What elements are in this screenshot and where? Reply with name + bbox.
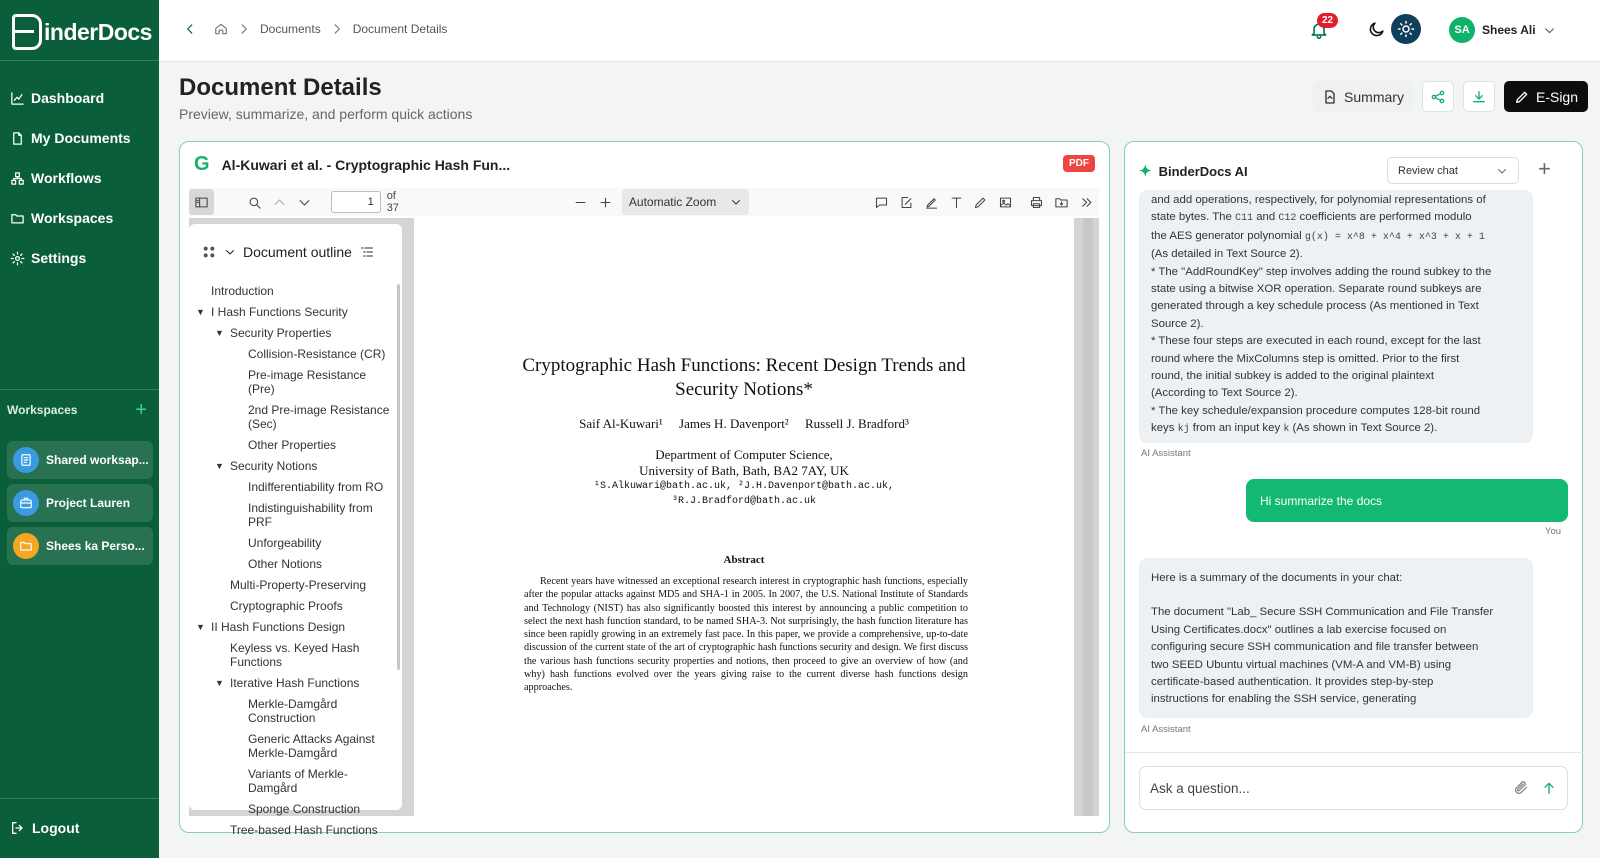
sidebar <box>0 0 159 858</box>
print-button[interactable] <box>1024 189 1049 215</box>
nav-workspaces-label: Workspaces <box>31 210 114 226</box>
outline-item[interactable] <box>248 697 402 725</box>
plus-icon <box>598 195 613 210</box>
print-icon <box>1029 195 1044 210</box>
inline-code: kj <box>1177 424 1190 436</box>
message-line: round, the initial subkey is added to the original plaintext <box>1151 370 1435 383</box>
nav-workflows-label: Workflows <box>31 170 102 186</box>
logout-label: Logout <box>32 820 80 836</box>
message-line: Here is a summary of the documents in your chat: <box>1151 572 1403 584</box>
ai-chat-panel <box>1124 141 1583 833</box>
message-line: generated through a key schedule process (As mentioned in Text <box>1151 300 1479 313</box>
outline-scrollbar[interactable] <box>397 284 400 670</box>
paper-title <box>414 354 1074 402</box>
moon-icon <box>1367 20 1386 39</box>
outline-item-label: Indifferentiability from RO <box>248 480 384 494</box>
zoom-select[interactable] <box>622 189 749 215</box>
message-text: state bytes. The <box>1151 211 1236 224</box>
outline-item[interactable] <box>230 599 402 613</box>
outline-item[interactable] <box>215 326 402 340</box>
outline-item-label: Sponge Construction <box>248 802 361 816</box>
message-line: and add operations, respectively, for polynomial representations of <box>1151 194 1486 206</box>
outline-item-label: Security Notions <box>230 459 318 473</box>
sun-icon <box>1397 20 1415 38</box>
download-icon <box>1471 89 1487 105</box>
chevron-down-icon <box>1543 24 1556 37</box>
outline-item[interactable] <box>248 732 402 760</box>
message-line: two SEED Ubuntu virtual machines (VM-A and VM-B) using <box>1151 658 1452 671</box>
page-subtitle: Preview, summarize, and perform quick actions <box>179 106 473 122</box>
nav-settings[interactable] <box>0 238 159 278</box>
document-outline <box>189 224 402 837</box>
page-number-input[interactable]: 1 <box>331 191 381 213</box>
message-line: configuring secure SSH communication and file transfer between <box>1151 641 1479 654</box>
outline-list <box>189 284 402 844</box>
nav-workspaces[interactable] <box>0 198 159 238</box>
pen-icon <box>1514 89 1530 105</box>
breadcrumb-documents[interactable]: Documents <box>260 22 321 36</box>
summary-icon <box>1322 89 1338 105</box>
pdf-header <box>194 153 510 176</box>
user-name: Shees Ali <box>1482 23 1536 37</box>
user-message <box>1246 479 1568 522</box>
outline-item-label: Iterative Hash Functions <box>230 676 360 690</box>
pdf-body <box>189 218 1099 837</box>
outline-header <box>201 244 375 260</box>
workflow-icon <box>10 171 25 186</box>
outline-toggle[interactable]: ▼ <box>215 461 224 471</box>
outline-item-label: Tree-based Hash Functions <box>230 823 378 837</box>
outline-item-label: Cryptographic Proofs <box>230 599 343 613</box>
outline-item-label: Merkle-Damgård Construction <box>248 697 338 725</box>
affiliation-line: Department of Computer Science, <box>655 447 833 462</box>
message-text: and <box>1253 211 1279 224</box>
outline-item[interactable] <box>215 459 402 473</box>
share-icon <box>1430 89 1446 105</box>
esign-label: E-Sign <box>1535 88 1579 105</box>
logo-mark <box>12 14 42 50</box>
nav-my-documents-label: My Documents <box>31 130 131 146</box>
nav-settings-label: Settings <box>31 250 87 266</box>
message-spacer <box>1151 587 1521 604</box>
user-message-text: Hi summarize the docs <box>1260 493 1383 508</box>
outline-item-label: I Hash Functions Security <box>211 305 348 319</box>
chat-input-placeholder: Ask a question... <box>1150 780 1250 796</box>
workspace-badge <box>13 490 39 516</box>
text-icon <box>949 195 964 210</box>
sidebar-divider <box>0 798 159 799</box>
document-title: Al-Kuwari et al. - Cryptographic Hash Fun... <box>221 156 511 173</box>
new-chat-button[interactable]: + <box>1538 156 1551 181</box>
sidebar-toggle-button[interactable] <box>189 189 214 215</box>
dark-mode-button[interactable] <box>1367 20 1386 39</box>
inline-code: g(x) = x^8 + x^4 + x^3 + x + 1 <box>1304 231 1485 243</box>
notification-count: 22 <box>1317 13 1338 28</box>
double-chevron-right-icon <box>1079 195 1094 210</box>
share-button[interactable] <box>1422 81 1454 112</box>
find-button[interactable] <box>242 189 267 215</box>
outline-item[interactable] <box>211 284 402 298</box>
chat-title: BinderDocs AI <box>1158 163 1248 179</box>
download-button[interactable] <box>1463 81 1495 112</box>
search-icon <box>247 195 262 210</box>
file-type-badge: PDF <box>1063 155 1095 172</box>
highlighter-icon <box>924 195 939 210</box>
outline-item-label: Multi-Property-Preserving <box>230 578 367 592</box>
chat-mode-select[interactable] <box>1387 157 1519 184</box>
pdf-page <box>414 218 1074 816</box>
gear-icon <box>10 251 25 266</box>
pdf-scrollbar[interactable] <box>1083 218 1093 816</box>
workspace-item[interactable] <box>7 527 153 565</box>
author-emails: ¹S.Alkuwari@bath.ac.uk, ²J.H.Davenport@bath.ac.uk, <box>593 481 895 492</box>
paper-affiliation <box>414 447 1074 509</box>
sign-button[interactable] <box>894 189 919 215</box>
user-menu[interactable] <box>1449 17 1556 43</box>
workspace-label: Project Lauren <box>46 496 131 510</box>
image-button[interactable] <box>993 189 1018 215</box>
home-icon[interactable] <box>214 22 228 36</box>
nav-dashboard[interactable] <box>0 78 159 118</box>
paper-author: Saif Al-Kuwari¹ <box>579 416 663 431</box>
signature-icon <box>899 195 914 210</box>
list-icon[interactable] <box>359 244 375 260</box>
notifications-button[interactable] <box>1309 15 1334 40</box>
message-text: (As shown in Text Source 2). <box>1289 422 1438 435</box>
chevron-right-icon <box>237 22 251 36</box>
logo-text: inderDocs <box>44 18 152 45</box>
outline-item[interactable] <box>248 368 402 396</box>
outline-item[interactable] <box>215 676 402 690</box>
message-line: * The key schedule/expansion procedure computes 128-bit round <box>1151 404 1481 417</box>
pdf-toolbar <box>189 188 1099 216</box>
outline-item-label: Security Properties <box>230 326 332 340</box>
document-icon <box>19 453 33 467</box>
folder-icon <box>19 539 33 553</box>
paperclip-icon[interactable] <box>1513 780 1529 796</box>
pencil-icon <box>973 195 988 210</box>
outline-title: Document outline <box>243 244 352 260</box>
zoom-out-button[interactable] <box>568 189 593 215</box>
summary-button[interactable] <box>1313 81 1413 112</box>
image-icon <box>998 195 1013 210</box>
document-actions <box>1313 81 1588 112</box>
workspace-label: Shared worksap... <box>46 453 149 467</box>
paper-author: James H. Davenport² <box>679 416 789 431</box>
inline-code: k <box>1283 424 1290 436</box>
outline-item[interactable] <box>196 620 402 634</box>
workspace-item[interactable] <box>7 441 153 479</box>
outline-item[interactable] <box>248 347 402 361</box>
affiliation-line: University of Bath, Bath, BA2 7AY, UK <box>639 463 849 478</box>
outline-item[interactable] <box>248 802 402 816</box>
message-line: certificate-based authentication. It provides step-by-step <box>1151 676 1434 689</box>
workspace-badge <box>13 447 39 473</box>
chat-mode-value: Review chat <box>1398 164 1458 177</box>
next-page-button[interactable] <box>292 189 317 215</box>
outline-toggle[interactable]: ▼ <box>215 678 224 688</box>
sidebar-nav <box>0 78 159 278</box>
message-text: the AES generator polynomial <box>1151 229 1305 242</box>
page-title: Document Details <box>179 74 382 101</box>
message-line: * These four steps are executed in each round, except for the last <box>1151 335 1481 348</box>
outline-item[interactable] <box>196 305 402 319</box>
chat-input-area <box>1125 752 1584 834</box>
assistant-label: AI Assistant <box>1141 448 1191 459</box>
assistant-message <box>1139 190 1533 443</box>
workspace-badge <box>13 533 39 559</box>
outline-toggle[interactable]: ▼ <box>196 307 205 317</box>
outline-item-label: Indistinguishability from PRF <box>248 501 373 529</box>
workspaces-header <box>7 399 147 421</box>
folder-icon <box>10 211 25 226</box>
page-count: of 37 <box>386 190 399 214</box>
assistant-message <box>1139 558 1533 718</box>
sidebar-divider <box>0 60 159 61</box>
zoom-in-button[interactable] <box>593 189 618 215</box>
send-arrow-icon[interactable] <box>1541 780 1557 796</box>
workspaces-title: Workspaces <box>7 403 78 417</box>
file-icon <box>10 131 25 146</box>
outline-item-label: Other Notions <box>248 557 323 571</box>
message-text: from an input key <box>1189 422 1284 435</box>
message-line: The document "Lab_ Secure SSH Communication and File Transfer <box>1151 606 1494 619</box>
summary-label: Summary <box>1344 88 1404 105</box>
assistant-label: AI Assistant <box>1141 724 1191 735</box>
outline-toggle[interactable]: ▼ <box>196 622 205 632</box>
outline-item-label: Pre-image Resistance (Pre) <box>248 368 367 396</box>
outline-item[interactable] <box>248 403 402 431</box>
sidebar-toggle-icon <box>194 195 209 210</box>
logout-icon <box>10 820 26 836</box>
outline-item[interactable] <box>230 823 402 837</box>
user-label: You <box>1545 526 1562 537</box>
outline-item[interactable] <box>230 641 402 669</box>
outline-item-label: Keyless vs. Keyed Hash Functions <box>230 641 360 669</box>
avatar: SA <box>1449 17 1475 43</box>
author-emails: ³R.J.Bradford@bath.ac.uk <box>671 496 817 507</box>
outline-item-label: Generic Attacks Against Merkle-Damgård <box>248 732 375 760</box>
outline-item-label: 2nd Pre-image Resistance (Sec) <box>248 403 390 431</box>
save-button[interactable] <box>1049 189 1074 215</box>
logout-button[interactable] <box>10 820 79 836</box>
outline-item-label: II Hash Functions Design <box>211 620 346 634</box>
google-drive-icon: G <box>194 153 210 175</box>
more-tools-button[interactable] <box>1074 189 1099 215</box>
outline-item-label: Collision-Resistance (CR) <box>248 347 386 361</box>
chat-input[interactable] <box>1139 766 1568 810</box>
message-text: keys <box>1151 422 1178 435</box>
zoom-value: Automatic Zoom <box>628 195 717 209</box>
message-line: state using a bitwise XOR operation. Separate round subkeys are <box>1151 283 1482 296</box>
previous-page-button[interactable] <box>267 189 292 215</box>
message-line: round where the MixColumns step is omitted. Prior to the first <box>1151 352 1460 365</box>
chevron-right-icon <box>330 22 344 36</box>
chevron-down-icon <box>297 195 312 210</box>
app-logo[interactable] <box>12 14 152 50</box>
briefcase-icon <box>19 496 33 510</box>
abstract-heading: Abstract <box>723 554 765 566</box>
paper-title-line: Cryptographic Hash Functions: Recent Design Trends and <box>522 355 966 376</box>
outline-item[interactable] <box>248 557 402 571</box>
paper-authors <box>414 416 1074 432</box>
message-line: * The "AddRoundKey" step involves adding the round subkey to the <box>1151 265 1492 278</box>
text-button[interactable] <box>944 189 969 215</box>
outline-item-label: Other Properties <box>248 438 337 452</box>
nav-my-documents[interactable] <box>0 118 159 158</box>
top-bar <box>159 0 1600 62</box>
chevron-down-icon <box>730 196 742 208</box>
inline-code: C11 <box>1235 213 1254 225</box>
breadcrumb <box>183 22 447 36</box>
draw-button[interactable] <box>968 189 993 215</box>
minus-icon <box>573 195 588 210</box>
message-line <box>1151 209 1521 227</box>
message-line <box>1151 228 1521 246</box>
chevron-down-icon <box>1496 165 1508 177</box>
nav-workflows[interactable] <box>0 158 159 198</box>
esign-button[interactable] <box>1504 81 1588 112</box>
outline-item[interactable] <box>248 767 402 795</box>
message-line: Source 2). <box>1151 317 1204 330</box>
pdf-viewer-panel <box>179 141 1110 837</box>
chevron-down-icon[interactable] <box>224 246 236 258</box>
grid-icon[interactable] <box>201 244 217 260</box>
outline-item[interactable] <box>248 480 402 494</box>
message-line: instructions for enabling the SSH service, generating <box>1151 693 1417 706</box>
workspace-label: Shees ka Perso... <box>46 539 145 553</box>
message-text: coefficients are performed modulo <box>1296 211 1472 224</box>
paper-author: Russell J. Bradford³ <box>804 416 909 431</box>
outline-item-label: Introduction <box>211 284 274 298</box>
message-line: (According to Text Source 2). <box>1151 387 1298 400</box>
outline-item[interactable] <box>248 536 402 550</box>
save-icon <box>1054 195 1069 210</box>
inline-code: C12 <box>1278 213 1297 225</box>
comment-button[interactable] <box>869 189 894 215</box>
message-line: Using Certificates.docx" outlines a lab exercise focused on <box>1151 623 1447 636</box>
nav-dashboard-label: Dashboard <box>31 90 105 106</box>
paper-title-line: Security Notions* <box>675 379 813 400</box>
chevron-left-icon[interactable] <box>183 22 197 36</box>
outline-item[interactable] <box>230 578 402 592</box>
chat-header <box>1139 162 1248 180</box>
highlight-button[interactable] <box>919 189 944 215</box>
chevron-up-icon <box>272 195 287 210</box>
outline-item[interactable] <box>248 501 402 529</box>
chart-icon <box>10 91 25 106</box>
light-mode-button[interactable] <box>1391 14 1421 44</box>
workspace-list <box>7 441 153 570</box>
chat-messages <box>1125 194 1584 750</box>
comment-icon <box>874 195 889 210</box>
workspace-item[interactable] <box>7 484 153 522</box>
outline-item-label: Variants of Merkle-Damgård <box>248 767 348 795</box>
message-line <box>1151 420 1521 438</box>
message-line: (As detailed in Text Source 2). <box>1151 248 1303 261</box>
abstract-text: Recent years have witnessed an exceptional research interest in cryptographic hash functions, especially after the popular attacks against MD5 and SHA-1 in 2005. In 2007, the U.S. National Institute of Standards and Technology (NIST) has also significantly boosted this interest by announcing a public competition to select the next hash function standard, to be named SHA-3. Not surprisingly, the hash function literature has since been rapidly growing in an extremely fast pace. In this paper, we provide a comprehensive, up-to-date discussion of the current state of the art of cryptographic hash functions security and design. We first discuss the various hash functions security properties and notions, then proceed to give an overview of how (and why) hash functions evolved over the years giving raise to the current diverse hash functions design approaches. <box>524 576 968 694</box>
breadcrumb-current: Document Details <box>352 22 448 36</box>
sidebar-divider <box>0 389 159 390</box>
sparkle-icon: ✦ <box>1139 163 1152 180</box>
outline-item[interactable] <box>248 438 402 452</box>
outline-toggle[interactable]: ▼ <box>215 328 224 338</box>
add-workspace-button[interactable]: + <box>135 399 147 421</box>
outline-item-label: Unforgeability <box>248 536 322 550</box>
